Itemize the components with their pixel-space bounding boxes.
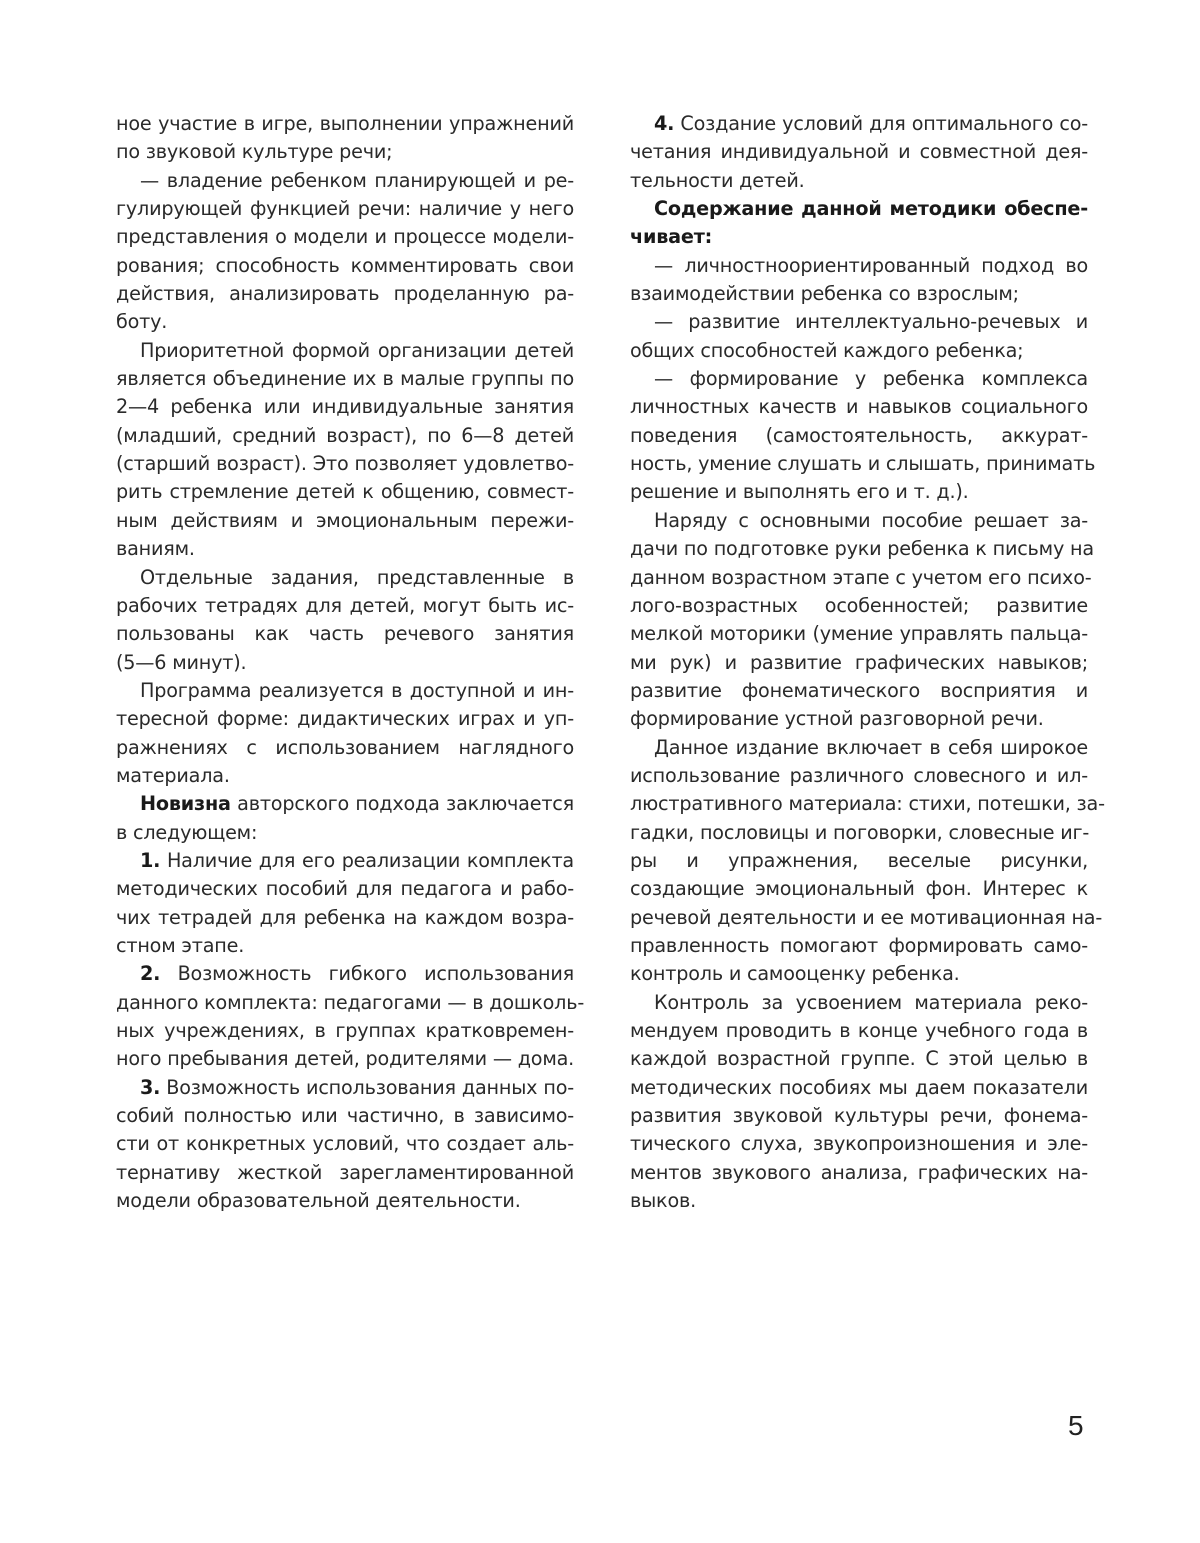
text-line: гадки, пословицы и поговорки, словесные иг- [630,820,1090,844]
text-line: личностных качеств и навыков социального [630,395,1088,419]
text-line: (старший возраст). Это позволяет удовлетво- [116,452,574,476]
text-line: — владение ребенком планирующей и ре- [140,168,574,192]
text-line: (5—6 минут). [116,650,247,674]
bold-lead: Новизна [140,792,231,816]
list-item-1 [116,847,574,960]
text-line: ражнениях с использованием наглядного [116,735,574,759]
bullet-intellectual-development [630,308,1088,365]
list-item-3 [116,1074,574,1216]
text-line: взаимодействии ребенка со взрослым; [630,282,1019,306]
text-line: тического слуха, звукопроизношения и эле- [630,1132,1088,1156]
bullet-personal-approach [630,252,1088,309]
paragraph-edition-material [630,734,1105,989]
text-line: ным действиям и эмоциональным пережи- [116,508,574,532]
text-line: сти от конкретных условий, что создает аль- [116,1132,574,1156]
paragraph-participation-continuation [116,110,574,167]
text-line: выков. [630,1189,696,1213]
text-line: развитие фонематического восприятия и [630,678,1088,702]
text-line: рить стремление детей к общению, совмест- [116,480,574,504]
text-line: пользованы как часть речевого занятия [116,622,574,646]
text-line: методических пособиях мы даем показатели [630,1075,1088,1099]
text-line: развития звуковой культуры речи, фонема- [630,1104,1088,1128]
text-line: действия, анализировать проделанную ра- [116,282,574,306]
paragraph-novelty [116,790,574,847]
paragraph-priority-form [116,337,574,564]
text-line: Данное издание включает в себя широкое [654,735,1088,759]
text-line: тернативу жесткой зарегламентированной [116,1160,574,1184]
text-line: — формирование у ребенка комплекса [654,367,1088,391]
list-number: 3. [140,1075,161,1099]
text-line: тересной форме: дидактических играх и уп- [116,707,574,731]
text-line: Наряду с основными пособие решает за- [654,508,1088,532]
text-line: представления о модели и процессе модели- [116,225,574,249]
text-line: контроль и самооценку ребенка. [630,962,960,986]
text-line: ры и упражнения, веселые рисунки, [630,848,1088,872]
text-line [116,847,574,875]
paragraph-planning-function [116,167,574,337]
text-line: данного комплекта: педагогами — в дошколь- [116,990,585,1014]
text-line: — личностноориентированный подход во [654,253,1088,277]
page-number: 5 [1068,1410,1084,1441]
list-number: 1. [140,848,161,872]
text-line: люстративного материала: стихи, потешки, за- [630,792,1105,816]
text-line: ность, умение слушать и слышать, принимать [630,452,1096,476]
right-column [630,110,1105,1215]
text-line: каждой возрастной группе. С этой целью в [630,1047,1088,1071]
text-span: Возможность гибкого использования [160,962,574,986]
bullet-personal-qualities [630,365,1096,507]
paragraph-hand-preparation [630,507,1094,734]
text-line: правленность помогают формировать само- [630,933,1088,957]
section-heading-methodology-content [630,195,1088,252]
text-line: методических пособий для педагога и рабо- [116,877,574,901]
text-line: боту. [116,310,168,334]
text-line: материала. [116,763,230,787]
text-line: использование различного словесного и ил- [630,763,1088,787]
text-line: является объединение их в малые группы по [116,367,574,391]
text-line: рования; способность комментировать свои [116,253,574,277]
text-line: (младший, средний возраст), по 6—8 детей [116,423,574,447]
list-number: 4. [654,112,675,135]
text-line: мелкой моторики (умение управлять пальца- [630,622,1088,646]
text-line: поведения (самостоятельность, аккурат- [630,423,1088,447]
heading-line: чивает: [630,225,713,249]
text-line: данном возрастном этапе с учетом его психо- [630,565,1092,589]
left-column [116,110,585,1215]
paragraph-separate-tasks [116,564,574,677]
text-span: Создание условий для оптимального со- [674,112,1088,135]
text-line: ми рук) и развитие графических навыков; [630,650,1088,674]
text-line: Приоритетной формой организации детей [140,338,574,362]
text-line: речевой деятельности и ее мотивационная на- [630,905,1103,929]
text-line: по звуковой культуре речи; [116,140,393,164]
list-number: 2. [140,962,161,986]
list-item-2 [116,960,585,1073]
text-line: мендуем проводить в конце учебного года в [630,1019,1088,1042]
text-line: ных учреждениях, в группах кратковремен- [116,1019,574,1042]
text-line: создающие эмоциональный фон. Интерес к [630,877,1088,901]
text-span: авторского подхода заключается [230,792,574,816]
paragraph-control [630,989,1088,1216]
text-line: — развитие интеллектуально-речевых и [654,310,1088,334]
text-line: Программа реализуется в доступной и ин- [140,678,574,702]
text-line: ваниям. [116,537,195,561]
text-span: Наличие для его реализации комплекта [160,848,574,872]
heading-line: Содержание данной методики обеспе- [654,197,1088,221]
text-line: ментов звукового анализа, графических на- [630,1160,1088,1184]
text-line: ного пребывания детей, родителями — дома. [116,1047,575,1071]
text-line: модели образовательной деятельности. [116,1189,521,1213]
text-line: гулирующей функцией речи: наличие у него [116,197,574,221]
paragraph-program-form [116,677,574,790]
text-line: решение и выполнять его и т. д.). [630,480,969,504]
text-line: дачи по подготовке руки ребенка к письму на [630,537,1094,561]
text-line: 2—4 ребенка или индивидуальные занятия [116,395,574,419]
text-line [630,110,1088,138]
text-line: ное участие в игре, выполнении упражнений [116,112,574,135]
text-line: четания индивидуальной и совместной дея- [630,140,1088,164]
text-line: в следующем: [116,820,258,844]
list-item-4 [630,110,1088,195]
text-span: Возможность использования данных по- [160,1075,574,1099]
text-line: формирование устной разговорной речи. [630,707,1044,731]
text-line [116,1074,574,1102]
text-line: тельности детей. [630,168,805,192]
text-line [116,960,574,988]
text-line: Контроль за усвоением материала реко- [654,990,1088,1014]
text-line: Отдельные задания, представленные в [140,565,574,589]
text-line: лого-возрастных особенностей; развитие [630,593,1088,617]
text-line: стном этапе. [116,933,245,957]
text-line: собий полностью или частично, в зависимо- [116,1104,574,1128]
text-line [116,790,574,818]
text-line: рабочих тетрадях для детей, могут быть ис- [116,593,574,617]
text-line: чих тетрадей для ребенка на каждом возра- [116,905,574,929]
text-line: общих способностей каждого ребенка; [630,338,1024,362]
